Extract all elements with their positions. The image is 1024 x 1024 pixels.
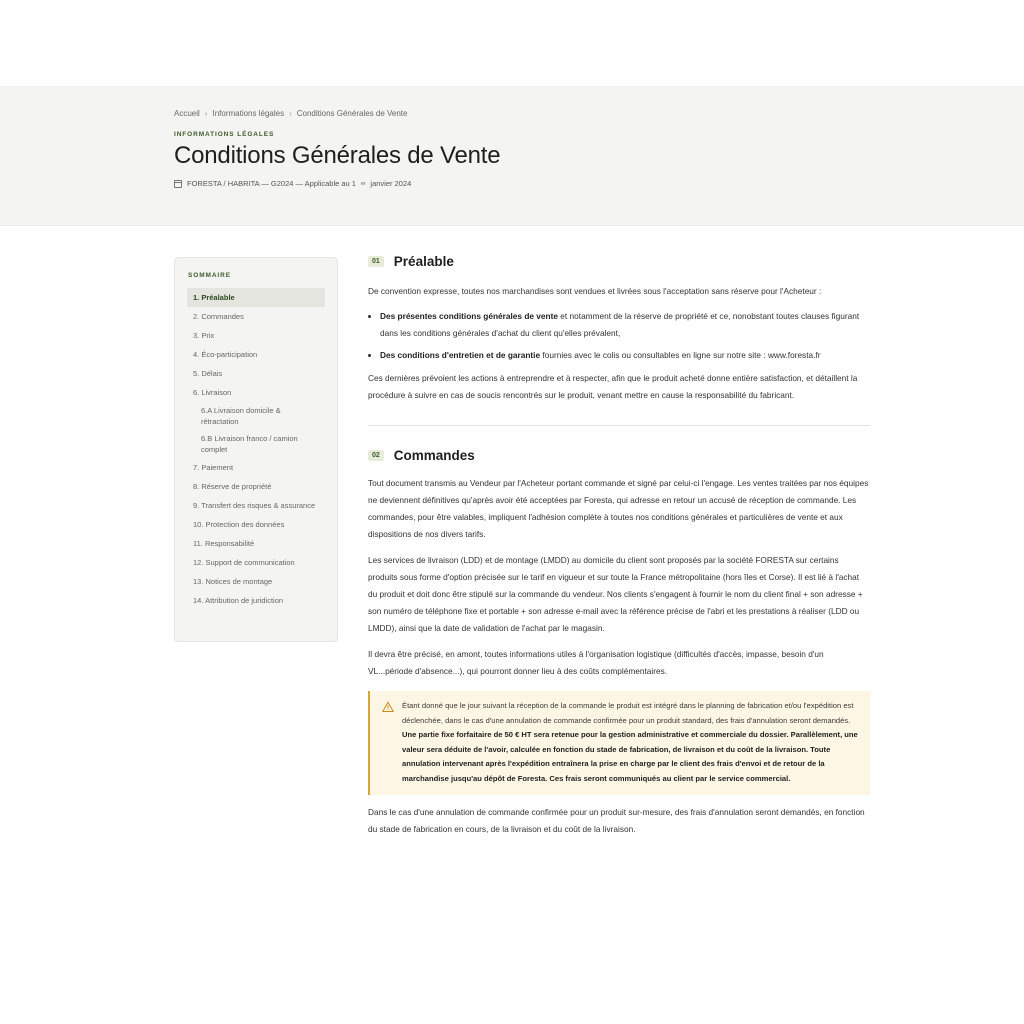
breadcrumb-legal-link[interactable]: Informations légales — [212, 109, 285, 118]
toc-item-transfert-risques[interactable]: 9. Transfert des risques & assurance — [193, 501, 316, 510]
toc-list — [187, 288, 325, 610]
meta-date: janvier 2024 — [370, 179, 412, 188]
toc-item-delais[interactable]: 5. Délais — [193, 369, 223, 378]
paragraph: Dans le cas d'une annulation de commande confirmée pour un produit sur-mesure, des frais d'annulation seront demandés, en fonction du stade de fabrication en cours, de la livraison et du coût de la livraison. — [368, 807, 865, 834]
table-of-contents — [174, 257, 338, 642]
paragraph: De convention expresse, toutes nos marchandises sont vendues et livrées sous l'acceptation sans réserve pour l'Acheteur : — [368, 286, 822, 296]
toc-item-prix[interactable]: 3. Prix — [193, 331, 215, 340]
breadcrumb-separator: › — [204, 109, 208, 118]
page-eyebrow: INFORMATIONS LÉGALES — [174, 131, 275, 138]
section-heading — [368, 448, 870, 463]
section-heading — [368, 254, 870, 269]
section-commandes — [368, 448, 870, 838]
toc-item-protection-donnees[interactable]: 10. Protection des données — [193, 520, 285, 529]
section-divider — [368, 425, 870, 426]
toc-item-responsabilite[interactable]: 11. Responsabilité — [193, 539, 255, 548]
section-title: Préalable — [393, 254, 454, 269]
list-item — [380, 308, 870, 342]
calendar-icon — [174, 180, 182, 188]
warning-callout — [368, 691, 870, 795]
toc-item-livraison[interactable]: 6. Livraison — [193, 388, 232, 397]
breadcrumb-home-link[interactable]: Accueil — [174, 109, 200, 118]
toc-item-support-communication[interactable]: 12. Support de communication — [193, 558, 295, 567]
breadcrumb-current: Conditions Générales de Vente — [296, 109, 408, 118]
page-title: Conditions Générales de Vente — [174, 142, 501, 169]
document-meta — [174, 179, 874, 188]
toc-item-reserve-propriete[interactable]: 8. Réserve de propriété — [193, 482, 272, 491]
page-header — [0, 86, 1024, 226]
toc-item-livraison-domicile[interactable]: 6.A Livraison domicile & rétractation — [201, 406, 281, 426]
breadcrumb — [174, 109, 874, 118]
section-number-badge: 01 — [368, 256, 384, 267]
breadcrumb-separator: › — [289, 109, 292, 118]
toc-item-paiement[interactable]: 7. Paiement — [193, 463, 234, 472]
toc-item-notices-montage[interactable]: 13. Notices de montage — [193, 577, 273, 586]
main-content — [368, 254, 870, 838]
section-prealable — [368, 254, 870, 404]
meta-text: FORESTA / HABRITA — G2024 — Applicable au 1 — [187, 179, 356, 188]
list-item — [380, 347, 870, 364]
list-item-strong: Des conditions d'entretien et de garantie — [380, 350, 541, 360]
paragraph: Il devra être précisé, en amont, toutes informations utiles à l'organisation logistique (difficultés d'accès, impasse, besoin d'un VL...période d'absence...), qui pourront donner lieu à des coûts complémentaires. — [368, 649, 824, 676]
warning-text-bold: Une partie fixe forfaitaire de 50 € HT sera retenue pour la gestion administrative et commerciale du dossier. Parallèlement, une valeur sera déduite de l'avoir, calculée en fonction du stade de fabrication, de livraison et du coût de la livraison. Toute annulation intervenant après l'expédition entraînera la prise en charge par le client des frais d'envoi et de retour de la marchandise jusqu'au dépôt de Foresta. Ces frais seront communiqués au client par le service commercial. — [402, 730, 858, 783]
toc-item-eco-participation[interactable]: 4. Éco-participation — [193, 350, 258, 359]
toc-item-prealable[interactable]: 1. Préalable — [187, 288, 325, 307]
paragraph: Les services de livraison (LDD) et de montage (LMDD) au domicile du client sont proposés par la société FORESTA sur certains produits sous forme d'option précisée sur le tarif en vigueur et sur toute la France métropolitaine (hors îles et Corse). Il est lié à l'achat du produit et doit donc être stipulé sur la commande du vendeur. Nos clients s'engagent à fournir le nom du client final + son adresse + son numéro de téléphone fixe et portable + son adresse e-mail avec la référence précise de l'abri et les prestations à réaliser (LDD ou LMDD), ainsi que la date de validation de l'achat par le magasin. — [368, 555, 863, 633]
list-item-strong: Des présentes conditions générales de vente — [380, 311, 558, 321]
paragraph: Ces dernières prévoient les actions à entreprendre et à respecter, afin que le produit acheté donne entière satisfaction, et détaillent la procédure à suivre en cas de soucis rencontrés sur le produit, venant mettre en cause la responsabilité du fabricant. — [368, 373, 858, 400]
warning-text-normal: Étant donné que le jour suivant la réception de la commande le produit est intégré dans le planning de fabrication et/ou l'expédition est déclenchée, dans le cas d'une annulation de commande confirmée pour un produit standard, des frais d'annulation seront demandés. — [402, 701, 854, 725]
section-number-badge: 02 — [368, 450, 384, 461]
warning-text — [402, 699, 858, 786]
warning-icon — [382, 701, 394, 713]
toc-item-commandes[interactable]: 2. Commandes — [193, 312, 244, 321]
paragraph: Tout document transmis au Vendeur par l'Acheteur portant commande et signé par celui-ci l'engage. Les ventes traitées par nos équipes ne deviennent définitives qu'après avoir été acceptées par Foresta, qui adresse en retour un accusé de réception de commande. Les commandes, pour être valables, impliquent l'adhésion complète à toutes nos conditions générales et particulières de vente et aux dispositions de nos divers tarifs. — [368, 478, 869, 539]
toc-item-livraison-franco[interactable]: 6.B Livraison franco / camion complet — [201, 434, 298, 454]
section-title: Commandes — [393, 448, 475, 463]
meta-superscript: er — [360, 180, 366, 187]
bullet-list — [380, 308, 870, 364]
toc-item-attribution-juridiction[interactable]: 14. Attribution de juridiction — [193, 596, 284, 605]
list-item-text: fournies avec le colis ou consultables en ligne sur notre site : www.foresta.fr — [540, 350, 821, 360]
list-item-text: et notamment de la réserve de propriété et ce, nonobstant toutes clauses figurant dans les conditions générales d'achat du client qu'elles prévalent, — [380, 311, 860, 338]
toc-title: SOMMAIRE — [188, 272, 231, 279]
